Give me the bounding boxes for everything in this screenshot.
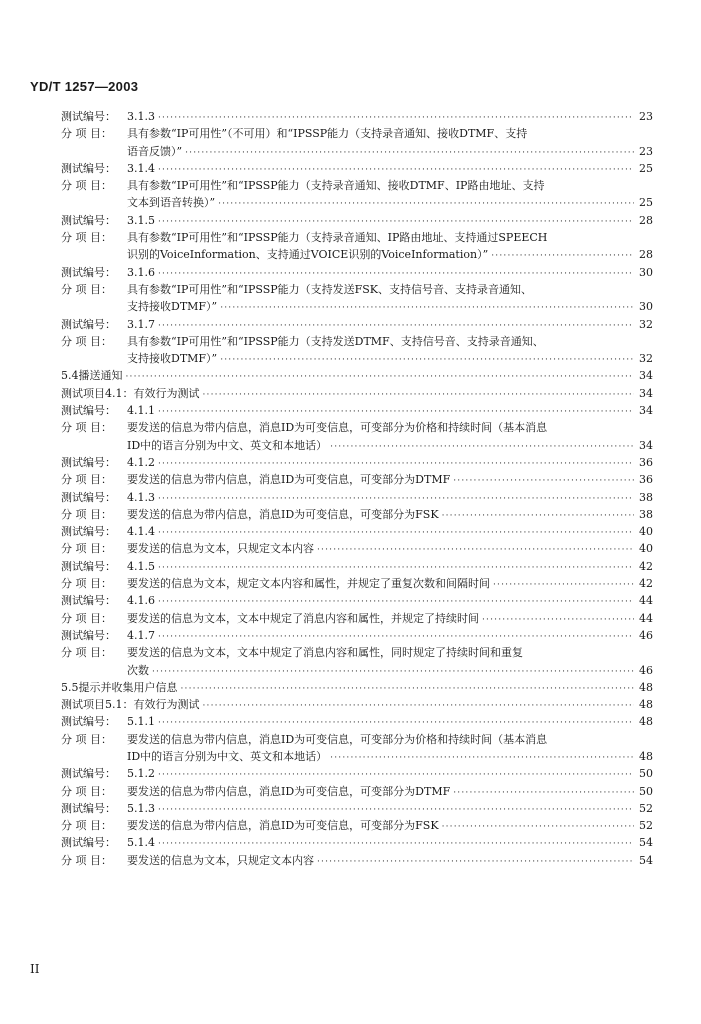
toc-entry — [61, 229, 653, 246]
toc-entry-title: 要发送的信息为文本，规定文本内容和属性，并规定了重复次数和间隔时间 — [127, 577, 490, 591]
toc-entry-page: 40 — [639, 525, 653, 539]
toc-entry — [61, 610, 653, 627]
toc-entry-page: 34 — [639, 386, 653, 400]
toc-entry-title: 要发送的信息为文本，文本中规定了消息内容和属性，同时规定了持续时间和重复 — [127, 646, 523, 660]
document-id-header: YD/T 1257—2003 — [30, 79, 139, 94]
toc-entry-title: 3.1.3 — [127, 110, 155, 123]
toc-entry-title: 要发送的信息为带内信息，消息ID为可变信息，可变部分为DTMF — [127, 473, 451, 487]
toc-entry-label: 分 项 目： — [61, 577, 112, 591]
toc-entry — [61, 834, 653, 851]
toc-leader-dots — [220, 352, 634, 369]
toc-entry-title: 具有参数“IP可用性”和“IPSSP能力（支持发送FSK、支持信号音、支持录音通知、 — [127, 282, 533, 296]
toc-entry-page: 34 — [639, 404, 653, 418]
toc-entry-title: ID中的语言分别为中文、英文和本地话） — [127, 749, 328, 763]
toc-leader-dots — [442, 819, 634, 836]
toc-entry — [61, 731, 653, 748]
toc-entry-title: 5.1.2 — [127, 767, 155, 781]
toc-entry — [61, 523, 653, 540]
toc-entry-page: 23 — [639, 110, 653, 123]
toc-entry-label: 分 项 目： — [61, 646, 112, 660]
toc-entry-title: 要发送的信息为带内信息，消息ID为可变信息，可变部分为DTMF — [127, 784, 451, 798]
toc-entry-page: 48 — [639, 680, 653, 694]
toc-entry-page: 48 — [639, 698, 653, 712]
toc-leader-dots — [317, 854, 634, 871]
toc-entry-page: 42 — [639, 577, 653, 591]
toc-entry-label: 测试编号： — [61, 525, 116, 539]
toc-entry-title: 4.1.4 — [127, 525, 155, 539]
toc-entry-label: 分 项 目： — [61, 732, 112, 746]
toc-leader-dots — [317, 542, 634, 559]
toc-entry-label: 测试编号： — [61, 317, 116, 331]
toc-entry-label: 测试编号： — [61, 715, 116, 729]
toc-entry-title: 具有参数“IP可用性”和“IPSSP能力（支持发送DTMF、支持信号音、支持录音通知、 — [127, 334, 544, 348]
toc-entry-page: 40 — [639, 542, 653, 556]
toc-entry-title: 4.1.7 — [127, 628, 155, 642]
toc-leader-dots — [185, 145, 634, 162]
toc-entry-label: 测试编号： — [61, 404, 116, 418]
toc-entry-label: 测试编号： — [61, 594, 116, 608]
toc-entry-label: 测试编号： — [61, 161, 116, 175]
toc-entry-title: 文本到语音转换）” — [127, 196, 216, 210]
toc-entry-title: 5.1.3 — [127, 801, 155, 815]
toc-leader-dots — [442, 508, 634, 525]
toc-entry-label: 分 项 目： — [61, 819, 112, 833]
toc-entry — [61, 852, 653, 869]
toc-entry — [61, 748, 653, 765]
toc-entry-page: 38 — [639, 507, 653, 521]
toc-entry — [61, 471, 653, 488]
toc-entry — [61, 489, 653, 506]
toc-entry-label: 测试编号： — [61, 801, 116, 815]
toc-entry-label: 分 项 目： — [61, 542, 112, 556]
toc-entry-page: 46 — [639, 663, 653, 677]
toc-entry-title: 4.1.6 — [127, 594, 155, 608]
toc-entry-title: 语音反馈）” — [127, 144, 183, 158]
toc-entry-label: 分 项 目： — [61, 127, 112, 141]
toc-entry-label: 测试编号： — [61, 110, 116, 123]
toc-entry-label: 分 项 目： — [61, 231, 112, 245]
toc-entry-title: 3.1.4 — [127, 161, 155, 175]
toc-entry-label: 测试编号： — [61, 455, 116, 469]
toc-entry — [61, 800, 653, 817]
toc-entry — [61, 143, 653, 160]
toc-entry — [61, 402, 653, 419]
toc-entry-label: 测试编号： — [61, 836, 116, 850]
toc-entry-label: 分 项 目： — [61, 282, 112, 296]
toc-entry — [61, 592, 653, 609]
toc-entry-page: 28 — [639, 248, 653, 262]
toc-entry-page: 54 — [639, 853, 653, 867]
toc-entry-label: 测试编号： — [61, 490, 116, 504]
toc-entry — [61, 437, 653, 454]
toc-entry-page: 38 — [639, 490, 653, 504]
toc-entry — [61, 125, 653, 142]
toc-entry-page: 44 — [639, 594, 653, 608]
toc-entry-page: 25 — [639, 161, 653, 175]
toc-leader-dots — [453, 473, 634, 490]
toc-entry — [61, 558, 653, 575]
toc-entry-label: 分 项 目： — [61, 611, 112, 625]
toc-entry-label: 测试编号： — [61, 213, 116, 227]
toc-entry — [61, 350, 653, 367]
toc-entry-title: 4.1.2 — [127, 455, 155, 469]
toc-entry — [61, 783, 653, 800]
toc-entry — [61, 540, 653, 557]
table-of-contents — [61, 108, 653, 869]
toc-entry — [61, 264, 653, 281]
toc-entry-title: 具有参数“IP可用性”和“IPSSP能力（支持录音通知、接收DTMF、IP路由地址、支持 — [127, 179, 545, 193]
toc-entry — [61, 367, 653, 384]
toc-entry — [61, 644, 653, 661]
toc-entry-page: 32 — [639, 317, 653, 331]
toc-entry-title: 要发送的信息为带内信息，消息ID为可变信息，可变部分为价格和持续时间（基本消息 — [127, 732, 548, 746]
toc-entry-title: 次数 — [127, 663, 149, 677]
toc-entry-page: 34 — [639, 369, 653, 383]
toc-leader-dots — [491, 248, 634, 265]
toc-leader-dots — [152, 664, 634, 681]
toc-entry-title: 4.1.1 — [127, 404, 155, 418]
toc-leader-dots — [220, 300, 634, 317]
toc-leader-dots — [126, 369, 635, 386]
toc-entry-page: 36 — [639, 473, 653, 487]
toc-entry-title: 要发送的信息为带内信息，消息ID为可变信息，可变部分为FSK — [127, 819, 439, 833]
toc-entry — [61, 506, 653, 523]
toc-entry-page: 42 — [639, 559, 653, 573]
toc-entry-page: 50 — [639, 784, 653, 798]
toc-leader-dots — [330, 439, 634, 456]
toc-entry — [61, 177, 653, 194]
toc-leader-dots — [482, 612, 634, 629]
toc-entry — [61, 575, 653, 592]
toc-entry-label: 分 项 目： — [61, 473, 112, 487]
toc-entry-page: 32 — [639, 352, 653, 366]
toc-entry — [61, 160, 653, 177]
toc-entry-label: 分 项 目： — [61, 179, 112, 193]
toc-entry — [61, 316, 653, 333]
toc-entry — [61, 298, 653, 315]
toc-entry-page: 34 — [639, 438, 653, 452]
toc-entry — [61, 765, 653, 782]
toc-entry — [61, 817, 653, 834]
toc-entry-page: 50 — [639, 767, 653, 781]
toc-entry-title: 提示并收集用户信息 — [78, 680, 178, 694]
toc-entry-label: 5.5 — [61, 680, 79, 694]
toc-entry-title: 支持接收DTMF）” — [127, 352, 218, 366]
toc-entry-label: 测试编号： — [61, 559, 116, 573]
toc-entry — [61, 281, 653, 298]
toc-entry-label: 分 项 目： — [61, 784, 112, 798]
toc-entry-label: 5.4 — [61, 369, 79, 383]
toc-entry-title: 4.1.5 — [127, 559, 155, 573]
toc-entry — [61, 713, 653, 730]
toc-entry-label: 分 项 目： — [61, 421, 112, 435]
toc-entry — [61, 333, 653, 350]
page-number-footer: II — [30, 962, 40, 976]
toc-entry-title: 4.1.3 — [127, 490, 155, 504]
toc-entry-title: 3.1.5 — [127, 213, 155, 227]
toc-entry — [61, 246, 653, 263]
toc-entry — [61, 454, 653, 471]
toc-entry-page: 25 — [639, 196, 653, 210]
toc-entry-page: 48 — [639, 749, 653, 763]
toc-entry-title: ID中的语言分别为中文、英文和本地话） — [127, 438, 328, 452]
toc-entry-label: 分 项 目： — [61, 853, 112, 867]
toc-leader-dots — [203, 698, 635, 715]
toc-entry-title: 要发送的信息为文本，只规定文本内容 — [127, 853, 314, 867]
toc-leader-dots — [493, 577, 634, 594]
toc-entry-page: 52 — [639, 801, 653, 815]
toc-entry-title: 要发送的信息为带内信息，消息ID为可变信息，可变部分为FSK — [127, 507, 439, 521]
toc-entry — [61, 662, 653, 679]
toc-entry-title: 具有参数“IP可用性”和“IPSSP能力（支持录音通知、IP路由地址、支持通过SPEECH — [127, 231, 548, 245]
toc-entry-title: 3.1.7 — [127, 317, 155, 331]
toc-entry — [61, 679, 653, 696]
toc-entry — [61, 212, 653, 229]
toc-leader-dots — [218, 196, 634, 213]
toc-entry-title: 要发送的信息为文本，只规定文本内容 — [127, 542, 314, 556]
toc-entry-page: 23 — [639, 144, 653, 158]
toc-entry-title: 3.1.6 — [127, 265, 155, 279]
toc-entry-title: 要发送的信息为文本，文本中规定了消息内容和属性，并规定了持续时间 — [127, 611, 479, 625]
toc-entry-title: 5.1.1 — [127, 715, 155, 729]
toc-entry-page: 52 — [639, 819, 653, 833]
toc-entry-title: 支持接收DTMF）” — [127, 300, 218, 314]
toc-entry — [61, 627, 653, 644]
toc-entry-label: 测试编号： — [61, 265, 116, 279]
toc-entry — [61, 108, 653, 125]
toc-leader-dots — [203, 387, 635, 404]
toc-entry-title: 播送通知 — [78, 369, 123, 383]
toc-entry-label: 测试编号： — [61, 767, 116, 781]
toc-entry — [61, 194, 653, 211]
toc-entry-title: 测试项目4.1：有效行为测试 — [61, 386, 200, 400]
toc-leader-dots — [330, 750, 634, 767]
toc-entry-label: 分 项 目： — [61, 334, 112, 348]
toc-entry-page: 30 — [639, 265, 653, 279]
toc-entry-page: 30 — [639, 300, 653, 314]
toc-entry-page: 44 — [639, 611, 653, 625]
toc-entry-label: 分 项 目： — [61, 507, 112, 521]
toc-entry-label: 测试编号： — [61, 628, 116, 642]
toc-entry-page: 36 — [639, 455, 653, 469]
toc-entry-title: 5.1.4 — [127, 836, 155, 850]
toc-entry — [61, 696, 653, 713]
toc-entry-page: 46 — [639, 628, 653, 642]
toc-entry-page: 28 — [639, 213, 653, 227]
toc-entry-title: 识别的VoiceInformation、支持通过VOICE识别的VoiceInformation）” — [127, 248, 489, 262]
toc-entry-page: 54 — [639, 836, 653, 850]
toc-entry — [61, 419, 653, 436]
toc-entry-title: 测试项目5.1：有效行为测试 — [61, 698, 200, 712]
toc-entry-title: 要发送的信息为带内信息，消息ID为可变信息，可变部分为价格和持续时间（基本消息 — [127, 421, 548, 435]
toc-leader-dots — [453, 785, 634, 802]
toc-entry-page: 48 — [639, 715, 653, 729]
toc-entry-title: 具有参数“IP可用性”（不可用）和“IPSSP能力（支持录音通知、接收DTMF、支持 — [127, 127, 528, 141]
toc-leader-dots — [181, 681, 635, 698]
toc-entry — [61, 385, 653, 402]
